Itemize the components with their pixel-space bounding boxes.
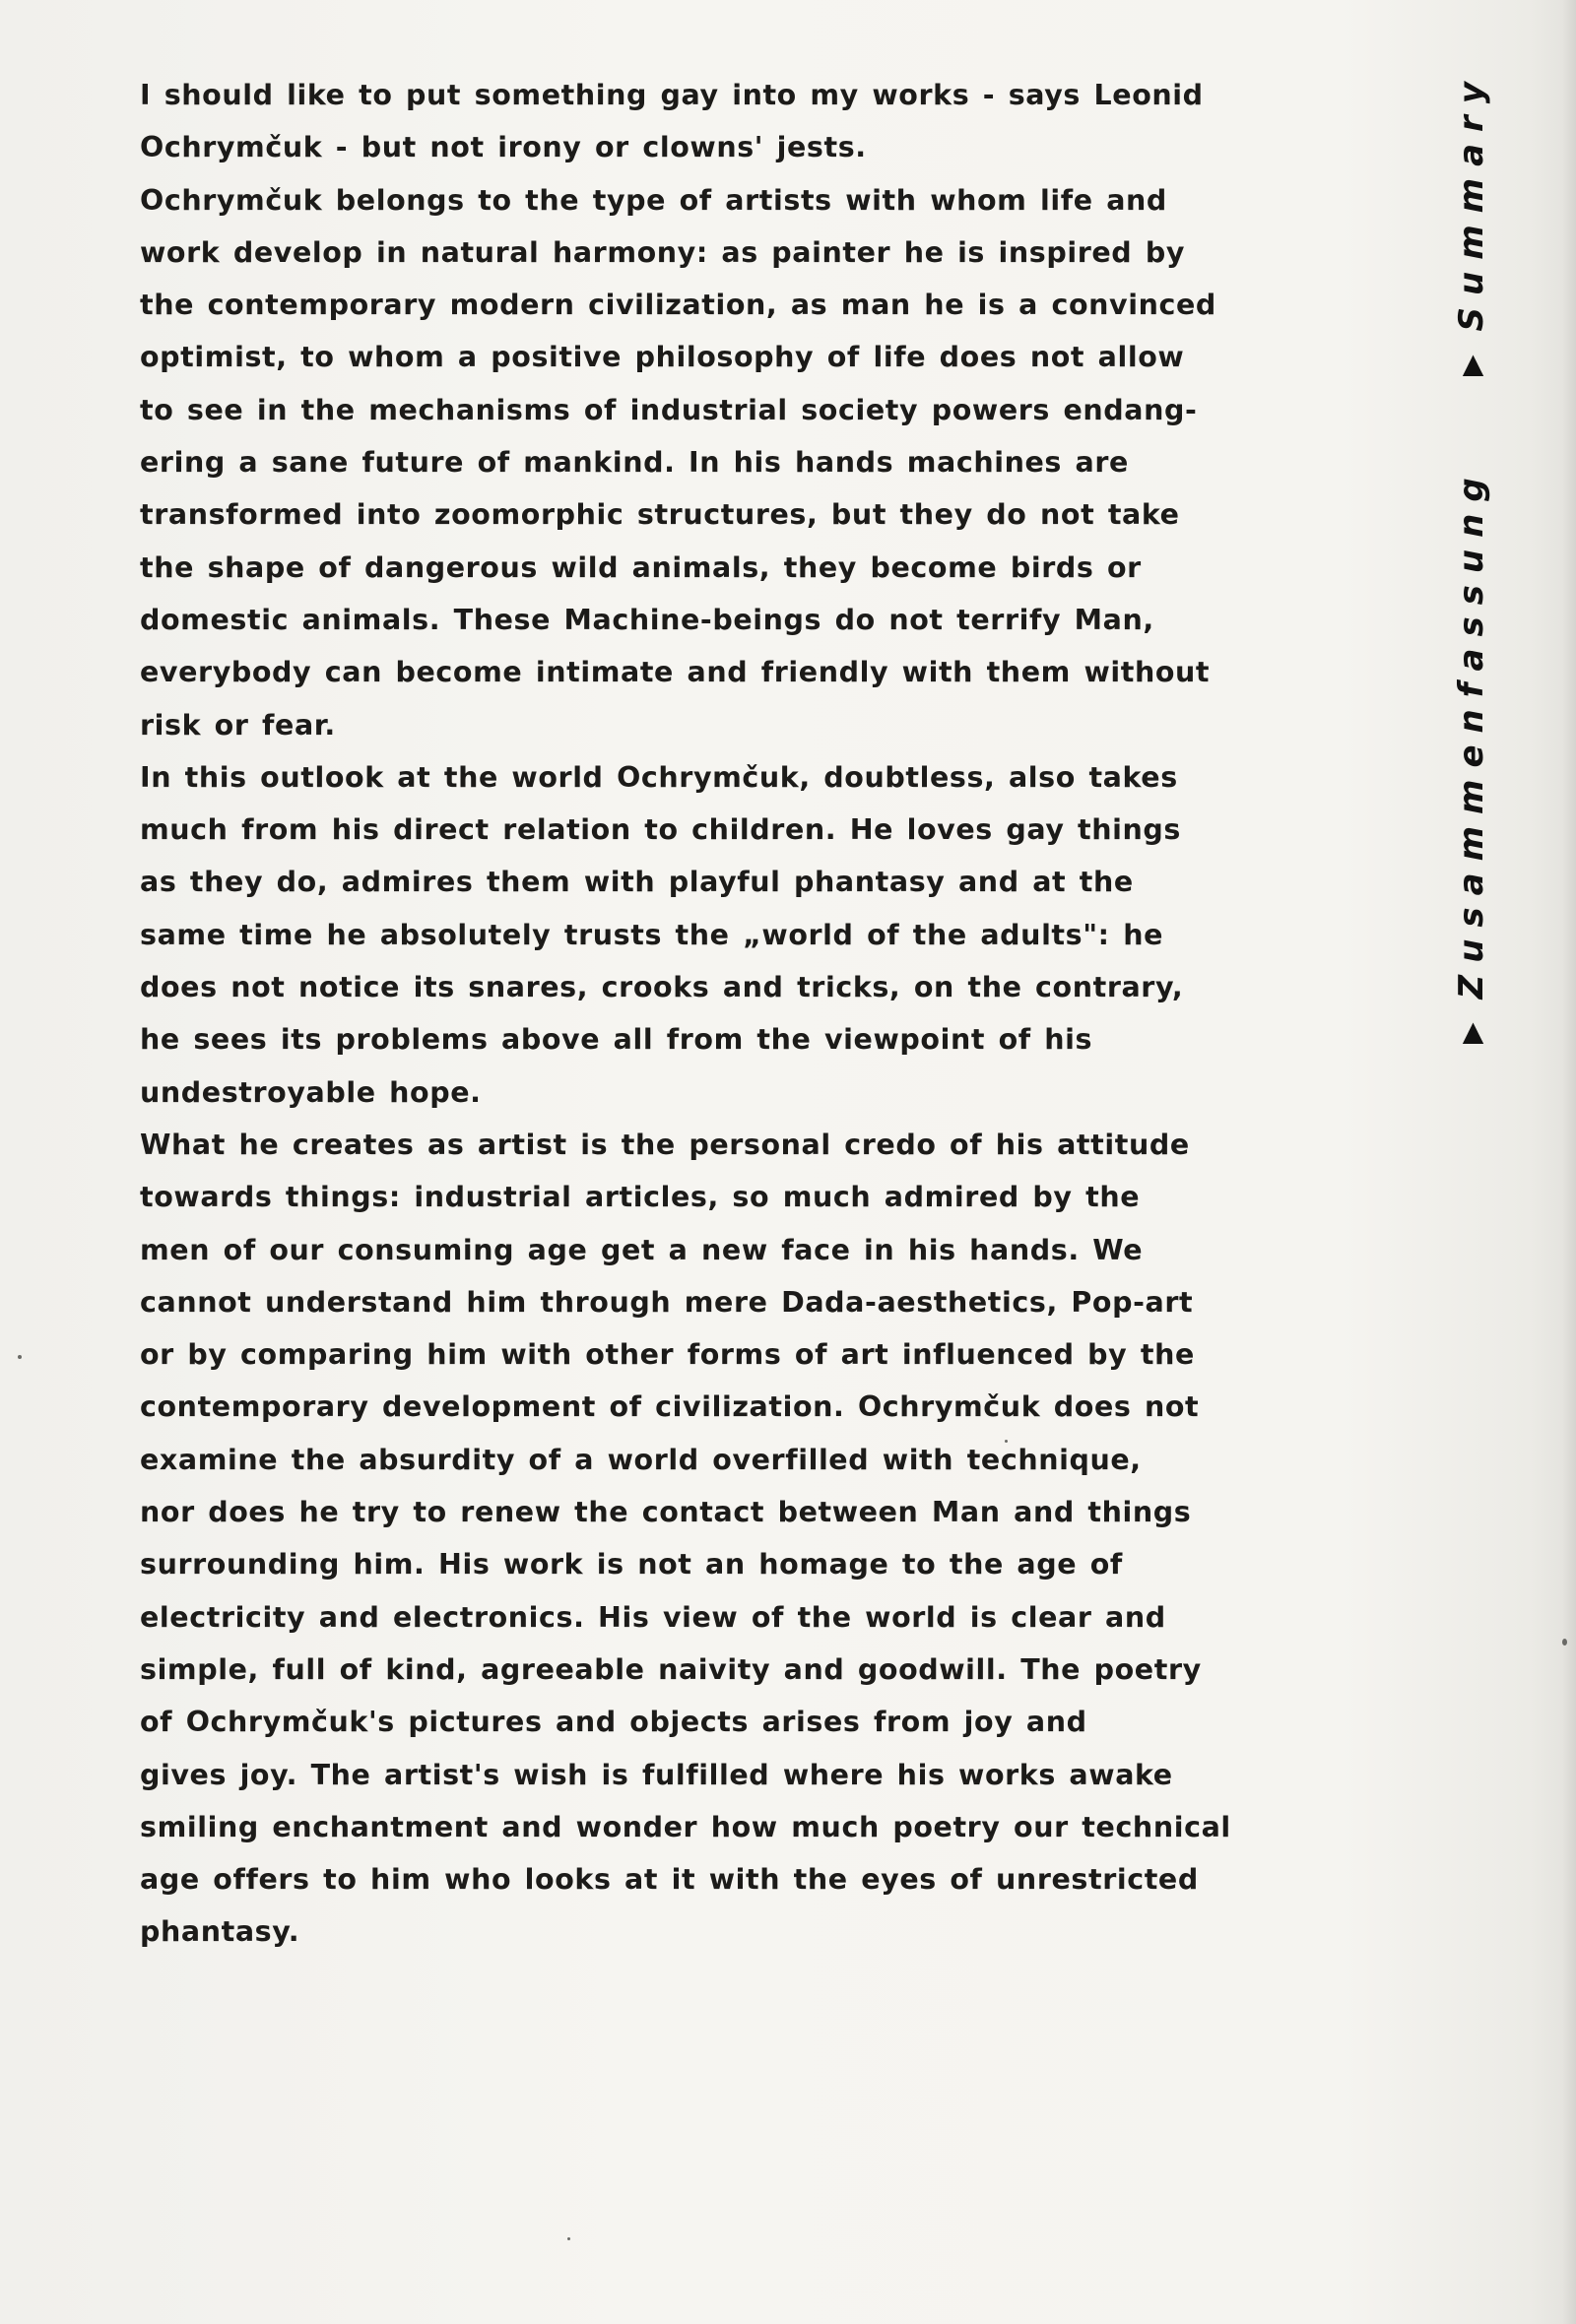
text-line: undestroyable hope. (140, 1075, 482, 1109)
text-line: nor does he try to renew the contact between Man and things (140, 1496, 1192, 1529)
text-line: electricity and electronics. His view of the world is clear and (140, 1600, 1166, 1634)
text-line: smiling enchantment and wonder how much poetry our technical (140, 1810, 1231, 1843)
text-line: examine the absurdity of a world overfilled with technique, (140, 1443, 1142, 1476)
text-line: risk or fear. (140, 708, 336, 742)
text-line: surrounding him. His work is not an homage to the age of (140, 1548, 1123, 1582)
text-line: domestic animals. These Machine-beings do not terrify Man, (140, 603, 1154, 636)
text-line: Ochrymčuk belongs to the type of artists with whom life and (140, 183, 1167, 217)
text-line: much from his direct relation to children. He loves gay things (140, 813, 1181, 847)
text-line: work develop in natural harmony: as painter he is inspired by (140, 235, 1185, 269)
paper-speck (1562, 1639, 1567, 1646)
text-line: he sees its problems above all from the viewpoint of his (140, 1023, 1093, 1057)
text-line: In this outlook at the world Ochrymčuk, doubtless, also takes (140, 760, 1178, 794)
text-line: men of our consuming age get a new face in his hands. We (140, 1233, 1144, 1266)
text-line: contemporary development of civilization. Ochrymčuk does not (140, 1390, 1200, 1424)
triangle-marker-icon: ▲ (1462, 1014, 1484, 1048)
text-line: as they do, admires them with playful phantasy and at the (140, 866, 1134, 899)
paper-speck (18, 1355, 22, 1359)
paper-speck (1005, 1440, 1008, 1443)
page-edge-shadow (1562, 0, 1576, 2324)
paper-speck (567, 2237, 570, 2240)
text-line: does not notice its snares, crooks and tricks, on the contrary, (140, 971, 1184, 1004)
text-line: simple, full of kind, agreeable naivity and goodwill. The poetry (140, 1652, 1202, 1686)
body-text (140, 69, 1231, 1959)
text-line: to see in the mechanisms of industrial society powers endang- (140, 393, 1198, 426)
triangle-marker-icon: ▲ (1462, 347, 1484, 380)
text-line: age offers to him who looks at it with the eyes of unrestricted (140, 1863, 1199, 1897)
summary-side-label (1452, 70, 1491, 380)
text-line: I should like to put something gay into my works - says Leonid (140, 79, 1204, 111)
text-line: phantasy. (140, 1915, 300, 1949)
text-line: cannot understand him through mere Dada-aesthetics, Pop-art (140, 1285, 1194, 1319)
text-line: gives joy. The artist's wish is fulfilled where his works awake (140, 1758, 1173, 1791)
text-line: transformed into zoomorphic structures, but they do not take (140, 498, 1180, 532)
text-line: or by comparing him with other forms of art influenced by the (140, 1338, 1195, 1372)
zusammenfassung-side-label (1452, 466, 1491, 1048)
text-line: the shape of dangerous wild animals, they become birds or (140, 550, 1142, 584)
zusammenfassung-label-text: Zusammenfassung (1452, 466, 1491, 1000)
text-line: the contemporary modern civilization, as man he is a convinced (140, 289, 1216, 322)
text-line: optimist, to whom a positive philosophy of life does not allow (140, 341, 1185, 374)
text-line: same time he absolutely trusts the „world of the adults": he (140, 918, 1164, 951)
text-line: ering a sane future of mankind. In his hands machines are (140, 446, 1129, 480)
text-line: of Ochrymčuk's pictures and objects arises from joy and (140, 1706, 1087, 1739)
text-line: towards things: industrial articles, so much admired by the (140, 1181, 1141, 1214)
text-line: What he creates as artist is the personal credo of his attitude (140, 1128, 1190, 1161)
summary-label-text: Summary (1452, 70, 1491, 332)
text-line: Ochrymčuk - but not irony or clowns' jests. (140, 131, 867, 164)
text-line: everybody can become intimate and friendly with them without (140, 656, 1211, 689)
